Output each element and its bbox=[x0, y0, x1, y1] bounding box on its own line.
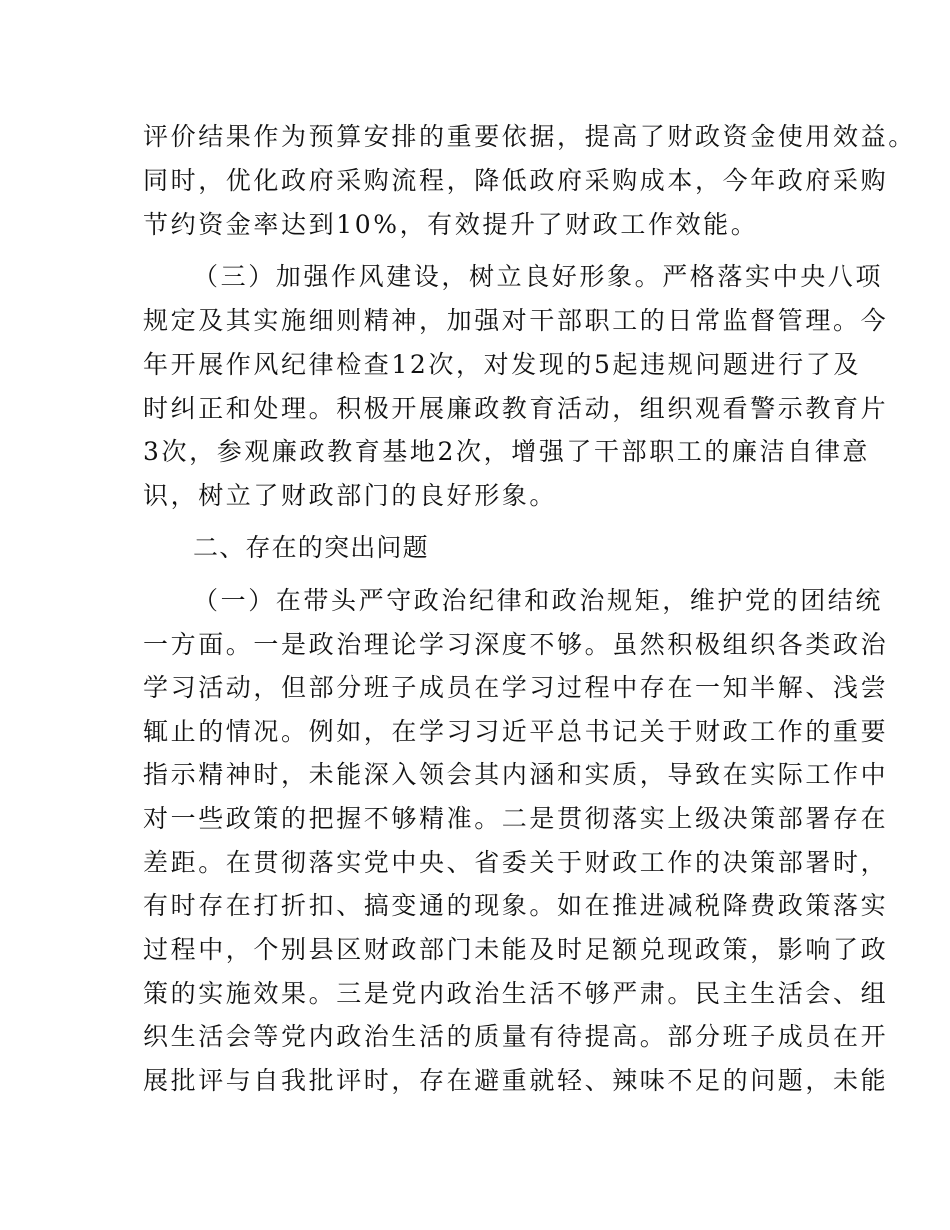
text-line: 策的实施效果。三是党内政治生活不够严肃。民主生活会、组 bbox=[143, 979, 889, 1008]
text-line: 识，树立了财政部门的良好形象。 bbox=[143, 481, 558, 510]
text-line: 同时，优化政府采购流程，降低政府采购成本，今年政府采购 bbox=[143, 166, 889, 195]
text-line: 展批评与自我批评时，存在避重就轻、辣味不足的问题，未能 bbox=[143, 1066, 889, 1095]
text-line: 规定及其实施细则精神，加强对干部职工的日常监督管理。今 bbox=[143, 306, 889, 335]
text-line: 织生活会等党内政治生活的质量有待提高。部分班子成员在开 bbox=[143, 1022, 889, 1051]
text-line: 节约资金率达到10%，有效提升了财政工作效能。 bbox=[143, 210, 759, 239]
text-line: 3次，参观廉政教育基地2次，增强了干部职工的廉洁自律意 bbox=[143, 437, 871, 466]
text-line: 差距。在贯彻落实党中央、省委关于财政工作的决策部署时， bbox=[143, 848, 889, 877]
paragraph-first-line: （一）在带头严守政治纪律和政治规矩，维护党的团结统 bbox=[193, 586, 884, 615]
text-line: 指示精神时，未能深入领会其内涵和实质，导致在实际工作中 bbox=[143, 760, 889, 789]
paragraph-first-line: （三）加强作风建设，树立良好形象。严格落实中央八项 bbox=[193, 262, 884, 291]
text-line: 时纠正和处理。积极开展廉政教育活动，组织观看警示教育片 bbox=[143, 394, 889, 423]
text-line: 评价结果作为预算安排的重要依据，提高了财政资金使用效益。 bbox=[143, 122, 916, 151]
section-heading: 二、存在的突出问题 bbox=[193, 533, 429, 562]
text-line: 过程中，个别县区财政部门未能及时足额兑现政策，影响了政 bbox=[143, 935, 889, 964]
text-line: 一方面。一是政治理论学习深度不够。虽然积极组织各类政治 bbox=[143, 630, 889, 659]
text-line: 辄止的情况。例如，在学习习近平总书记关于财政工作的重要 bbox=[143, 717, 889, 746]
text-line: 有时存在打折扣、搞变通的现象。如在推进减税降费政策落实 bbox=[143, 891, 889, 920]
text-line: 学习活动，但部分班子成员在学习过程中存在一知半解、浅尝 bbox=[143, 673, 889, 702]
text-line: 对一些政策的把握不够精准。二是贯彻落实上级决策部署存在 bbox=[143, 804, 889, 833]
text-line: 年开展作风纪律检查12次，对发现的5起违规问题进行了及 bbox=[143, 350, 861, 379]
